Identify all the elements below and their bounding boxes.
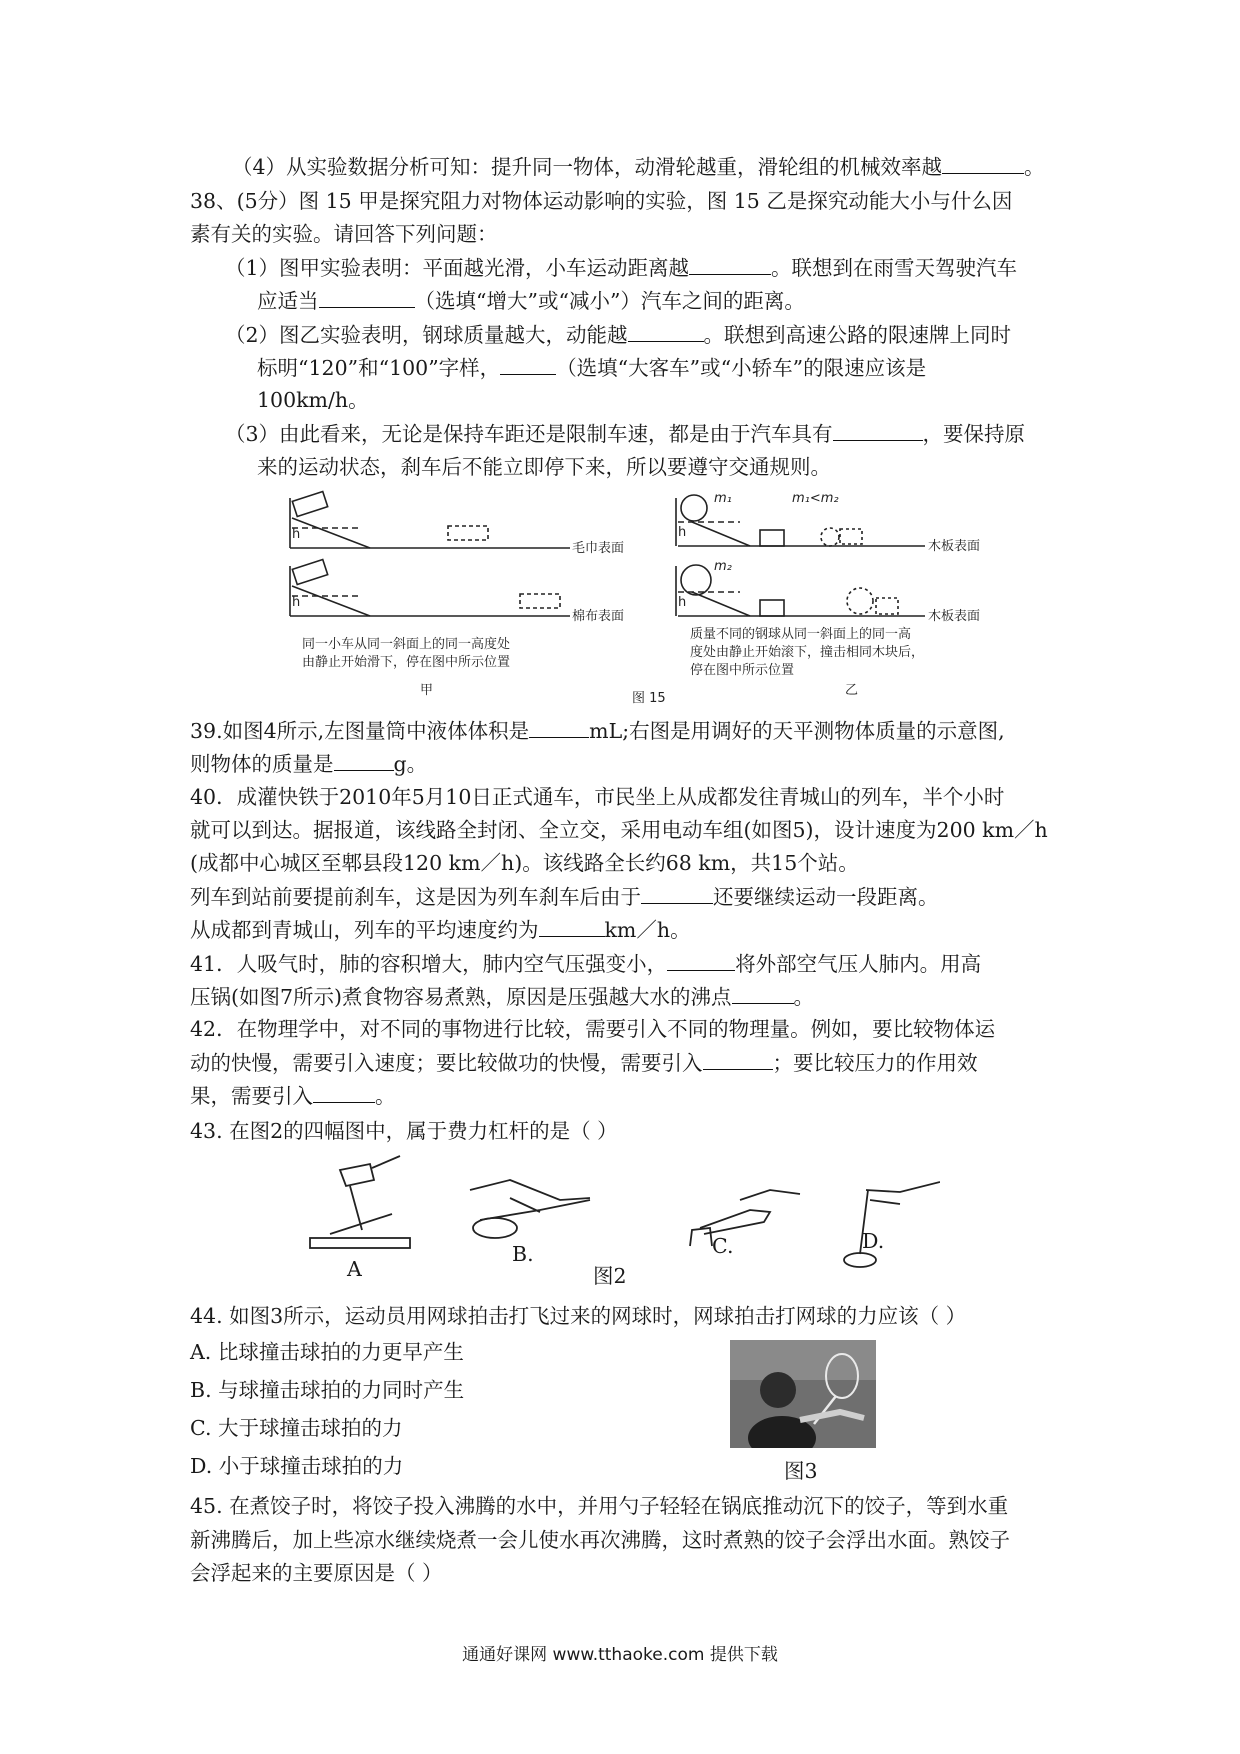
m1-label: m₁ <box>714 491 732 506</box>
q45-line3: 会浮起来的主要原因是（ ） <box>190 1561 443 1585</box>
q44-option-b[interactable]: B. 与球撞击球拍的力同时产生 <box>190 1378 465 1402</box>
q43-label-c: C. <box>712 1234 734 1258</box>
answer-blank[interactable] <box>689 254 771 275</box>
q45-line1: 45. 在煮饺子时，将饺子投入沸腾的水中，并用勺子轻轻在锅底推动沉下的饺子，等到水重 <box>190 1494 1009 1518</box>
m2-label: m₂ <box>714 559 732 574</box>
fig-label-b: 乙 <box>845 683 859 698</box>
note-b-line1: 质量不同的钢球从同一斜面上的同一高 <box>690 627 912 642</box>
q39-line2: 则物体的质量是 g。 <box>190 752 428 776</box>
q40-line2: 就可以到达。据报道，该线路全封闭、全立交，采用电动车组(如图5)，设计速度为200 km／h <box>190 818 1048 842</box>
answer-blank[interactable] <box>529 717 589 738</box>
q40-line1: 40．成灌快铁于2010年5月10日正式通车，市民坐上从成都发往青城山的列车，半个小时 <box>190 785 1005 809</box>
answer-blank[interactable] <box>667 950 735 971</box>
answer-blank[interactable] <box>641 883 713 904</box>
figure-3-caption: 图3 <box>784 1459 818 1483</box>
q40-line4: 列车到站前要提前刹车，这是因为列车刹车后由于 还要继续运动一段距离。 <box>190 885 939 909</box>
answer-blank[interactable] <box>313 1082 375 1103</box>
q38-part2-line1: （2）图乙实验表明，钢球质量越大，动能越 。联想到高速公路的限速牌上同时 <box>225 323 1012 347</box>
answer-blank[interactable] <box>319 287 415 308</box>
answer-blank[interactable] <box>732 983 794 1004</box>
q42-line3: 果，需要引入 。 <box>190 1084 396 1108</box>
figure-3-tennis-photo <box>730 1340 876 1448</box>
note-b-line3: 停在图中所示位置 <box>690 663 795 678</box>
q43-label-a: A <box>347 1257 362 1281</box>
q38-part2-line2: 标明“120”和“100”字样， （选填“大客车”或“小轿车”的限速应该是 <box>257 356 927 380</box>
q38-part2-line3: 100km/h。 <box>257 388 369 412</box>
q44-option-d[interactable]: D. 小于球撞击球拍的力 <box>190 1454 404 1478</box>
q38-stem-line1: 38、(5分）图 15 甲是探究阻力对物体运动影响的实验，图 15 乙是探究动能大小与什么因 <box>190 189 1013 213</box>
h-label: h <box>292 595 301 610</box>
q43-stem: 43. 在图2的四幅图中，属于费力杠杆的是（ ） <box>190 1119 618 1143</box>
answer-blank[interactable] <box>500 354 556 375</box>
figure-15-caption: 图 15 <box>632 691 666 706</box>
page-footer: 通通好课网 www.tthaoke.com 提供下载 <box>462 1645 778 1665</box>
q41-line2: 压锅(如图7所示)煮食物容易煮熟，原因是压强越大水的沸点 。 <box>190 985 815 1009</box>
h-label: h <box>678 595 687 610</box>
q39-line1: 39.如图4所示,左图量筒中液体体积是 mL;右图是用调好的天平测物体质量的示意图, <box>190 719 1005 743</box>
q44-option-a[interactable]: A. 比球撞击球拍的力更早产生 <box>190 1340 464 1364</box>
answer-blank[interactable] <box>703 1049 773 1070</box>
mass-relation-label: m₁<m₂ <box>792 491 839 506</box>
q44-option-c[interactable]: C. 大于球撞击球拍的力 <box>190 1416 403 1440</box>
fig-label-a: 甲 <box>420 683 434 698</box>
surface-towel-label: 毛巾表面 <box>572 541 625 556</box>
q44-stem: 44. 如图3所示，运动员用网球拍击打飞过来的网球时，网球拍击打网球的力应该（ ） <box>190 1304 967 1328</box>
figure-15 <box>280 488 1015 708</box>
q38-part3-line2: 来的运动状态，刹车后不能立即停下来，所以要遵守交通规则。 <box>257 455 831 479</box>
figure-2-caption: 图2 <box>593 1264 627 1288</box>
answer-blank[interactable] <box>942 153 1024 174</box>
q38-part3-line1: （3）由此看来，无论是保持车距还是限制车速，都是由于汽车具有 ，要保持原 <box>225 422 1026 446</box>
answer-blank[interactable] <box>539 916 605 937</box>
note-b-line2: 度处由静止开始滚下，撞击相同木块后， <box>690 645 925 660</box>
answer-blank[interactable] <box>628 321 704 342</box>
surface-wood-label: 木板表面 <box>928 539 981 554</box>
answer-blank[interactable] <box>833 420 923 441</box>
note-a-line2: 由静止开始滑下，停在图中所示位置 <box>302 655 511 670</box>
note-a-line1: 同一小车从同一斜面上的同一高度处 <box>302 637 511 652</box>
q43-label-b: B. <box>512 1242 534 1266</box>
q45-line2: 新沸腾后，加上些凉水继续烧煮一会儿使水再次沸腾，这时煮熟的饺子会浮出水面。熟饺子 <box>190 1528 1010 1552</box>
figure-2-levers <box>300 1150 940 1280</box>
q38-stem-line2: 素有关的实验。请回答下列问题： <box>190 222 498 246</box>
q42-line2: 动的快慢，需要引入速度；要比较做功的快慢，需要引入 ；要比较压力的作用效 <box>190 1051 978 1075</box>
q37-part4: （4）从实验数据分析可知：提升同一物体，动滑轮越重，滑轮组的机械效率越 。 <box>232 155 1045 179</box>
q41-line1: 41．人吸气时，肺的容积增大，肺内空气压强变小， 将外部空气压人肺内。用高 <box>190 952 982 976</box>
q38-part1-line2: 应适当 （选填“增大”或“减小”）汽车之间的距离。 <box>257 289 805 313</box>
q43-label-d: D. <box>862 1229 885 1253</box>
q40-line5: 从成都到青城山，列车的平均速度约为 km／h。 <box>190 918 691 942</box>
h-label: h <box>678 525 687 540</box>
answer-blank[interactable] <box>334 750 394 771</box>
surface-cotton-label: 棉布表面 <box>572 609 625 624</box>
h-label: h <box>292 527 301 542</box>
q40-line3: (成都中心城区至郫县段120 km／h)。该线路全长约68 km，共15个站。 <box>190 851 859 875</box>
q42-line1: 42．在物理学中，对不同的事物进行比较，需要引入不同的物理量。例如，要比较物体运 <box>190 1017 996 1041</box>
surface-wood-label: 木板表面 <box>928 609 981 624</box>
q38-part1-line1: （1）图甲实验表明：平面越光滑，小车运动距离越 。联想到在雨雪天驾驶汽车 <box>225 256 1018 280</box>
